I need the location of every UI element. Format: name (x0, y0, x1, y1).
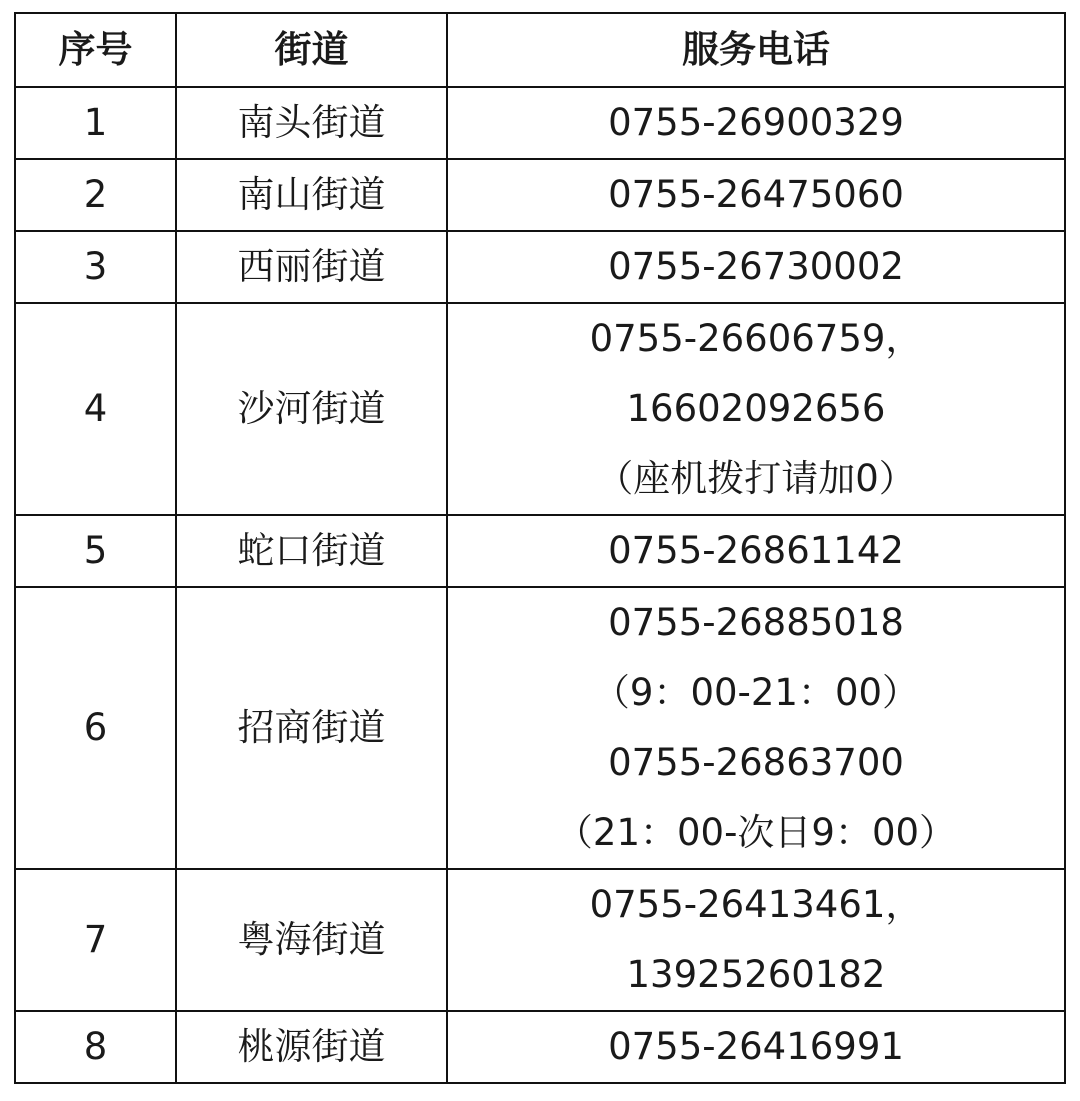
row-num: 5 (15, 515, 176, 587)
table-row (15, 869, 1065, 1011)
row-phone (447, 515, 1065, 587)
phone-line: 0755-26475060 (608, 173, 904, 216)
row-street: 西丽街道 (176, 231, 447, 303)
row-street: 粤海街道 (176, 869, 447, 1011)
table-row (15, 159, 1065, 231)
row-num: 3 (15, 231, 176, 303)
phone-line: 16602092656 (626, 387, 886, 430)
table-row (15, 303, 1065, 515)
table-header-row (15, 13, 1065, 87)
row-phone (447, 303, 1065, 515)
row-phone (447, 869, 1065, 1011)
street-hotline-table (14, 12, 1066, 1084)
row-street: 南头街道 (176, 87, 447, 159)
phone-line: 13925260182 (626, 953, 886, 996)
row-street: 南山街道 (176, 159, 447, 231)
table-row (15, 515, 1065, 587)
row-phone (447, 1011, 1065, 1083)
phone-line: 0755-26900329 (608, 101, 904, 144)
row-phone (447, 231, 1065, 303)
phone-line: 0755-26416991 (608, 1025, 904, 1068)
row-street: 招商街道 (176, 587, 447, 869)
row-num: 2 (15, 159, 176, 231)
phone-hours: （21：00-次日9：00） (555, 811, 957, 854)
phone-line: 0755-26885018 (608, 601, 904, 644)
phone-note: （座机拨打请加0） (596, 457, 916, 500)
table-row (15, 1011, 1065, 1083)
row-phone (447, 159, 1065, 231)
row-street: 桃源街道 (176, 1011, 447, 1083)
row-phone (447, 587, 1065, 869)
row-street: 蛇口街道 (176, 515, 447, 587)
phone-line: 0755-26730002 (608, 245, 904, 288)
row-num: 4 (15, 303, 176, 515)
row-num: 8 (15, 1011, 176, 1083)
header-street: 街道 (176, 13, 447, 87)
row-street: 沙河街道 (176, 303, 447, 515)
phone-line: 0755-26413461， (589, 883, 923, 926)
table-row (15, 231, 1065, 303)
row-num: 7 (15, 869, 176, 1011)
phone-line: 0755-26863700 (608, 741, 904, 784)
header-num: 序号 (15, 13, 176, 87)
row-num: 6 (15, 587, 176, 869)
phone-line: 0755-26861142 (608, 529, 904, 572)
table-row (15, 587, 1065, 869)
header-phone: 服务电话 (447, 13, 1065, 87)
phone-line: 0755-26606759， (589, 317, 923, 360)
row-num: 1 (15, 87, 176, 159)
table-row (15, 87, 1065, 159)
row-phone (447, 87, 1065, 159)
phone-hours: （9：00-21：00） (592, 671, 920, 714)
